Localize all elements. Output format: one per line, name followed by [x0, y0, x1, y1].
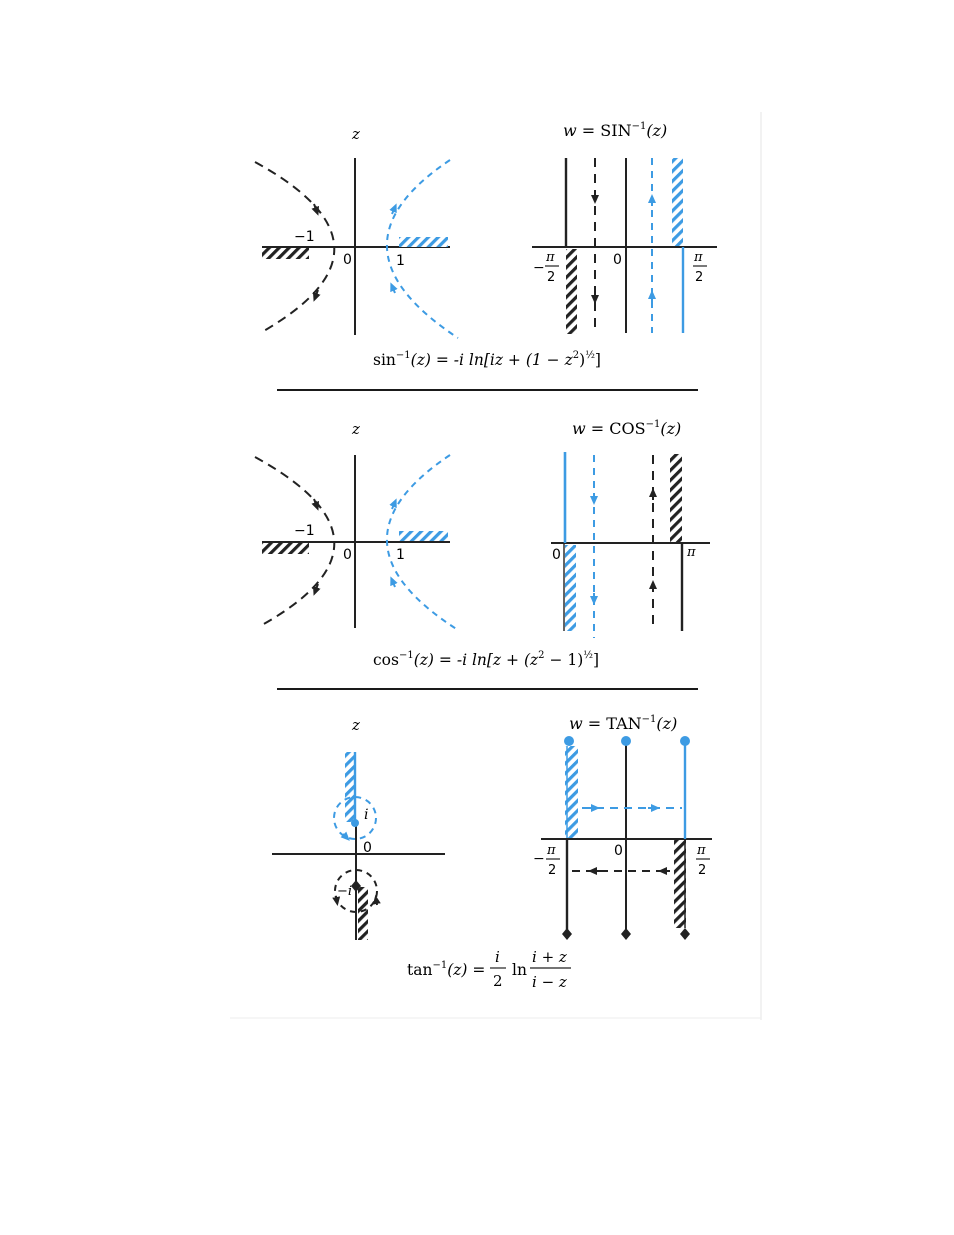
cos-z-contour-right-arrow-bottom — [392, 580, 395, 587]
cos-w-tick-zero: 0 — [552, 547, 561, 563]
cos-z-contour-right-arrow-top — [392, 502, 395, 509]
tan-formula — [407, 948, 571, 991]
cos-w-title: $w = COS^{-1}(z)$ — [572, 419, 682, 438]
tan-z-plane — [272, 716, 445, 940]
tan-formula-lhs: $\tan^{-1}(z)$ = — [407, 960, 486, 979]
tan-formula-ln: ln — [512, 961, 527, 979]
cos-z-label: z — [352, 420, 360, 438]
cos-formula: $\cos^{-1}(z) = -i$ $\ln[z + (z^2 - 1)^{\frac{1}{2}}]$ — [373, 650, 600, 669]
tan-z-branch-cut-upper — [345, 752, 355, 822]
tan-formula-num2: i + z — [532, 948, 567, 966]
sin-z-contour-right-arrow-top — [392, 207, 395, 214]
sin-w-right-boundary-hatch — [672, 158, 683, 246]
sin-z-plane — [255, 125, 458, 338]
sin-formula: $\sin^{-1}(z) = -i$ $\ln[iz + (1 - z^2)^{\frac{1}{2}}]$ — [373, 350, 601, 369]
tan-w-right-bottom-diamond — [680, 928, 690, 940]
tan-w-imag-top-dot — [621, 736, 631, 746]
tan-formula-den1: 2 — [493, 972, 503, 990]
sin-z-tick-neg-one: −1 — [294, 229, 315, 245]
tan-z-tick-i: i — [364, 807, 369, 823]
sin-z-tick-one: 1 — [396, 253, 405, 269]
tan-z-label: z — [352, 716, 360, 734]
cos-z-tick-neg-one: −1 — [294, 523, 315, 539]
cos-z-branch-cut-left — [262, 543, 309, 554]
tan-w-plane — [533, 714, 712, 940]
tan-formula-den2: i − z — [532, 973, 567, 991]
sin-z-contour-left-arrow-top — [314, 204, 317, 212]
sin-z-contour-right — [387, 160, 458, 338]
cos-w-left-boundary-hatch — [565, 545, 576, 631]
tan-w-tick-neg-sign: − — [533, 851, 545, 867]
tan-w-tick-zero: 0 — [614, 843, 623, 859]
sin-z-label: z — [352, 125, 360, 143]
tan-z-tick-neg-i: −i — [337, 884, 353, 899]
cos-panel — [255, 419, 710, 669]
tan-z-loop-lower-arrow-right — [376, 899, 377, 905]
sin-z-contour-right-arrow-bottom — [392, 286, 395, 293]
tan-w-right-lower-hatch — [674, 840, 686, 928]
cos-z-branch-cut-right — [399, 531, 448, 541]
cos-w-plane — [551, 419, 710, 638]
tan-panel — [272, 714, 712, 991]
sin-w-tick-neg-pi: π — [546, 250, 555, 265]
cos-w-right-boundary-hatch — [670, 454, 682, 542]
sin-w-tick-pos-pi: π — [694, 250, 703, 265]
tan-z-branch-cut-lower — [358, 887, 368, 940]
tan-w-left-bottom-diamond — [562, 928, 572, 940]
tan-w-title: $w = TAN^{-1}(z)$ — [569, 714, 678, 733]
tan-w-tick-pos-two: 2 — [698, 863, 707, 878]
tan-z-point-i — [351, 819, 359, 827]
sin-z-tick-zero: 0 — [343, 252, 352, 268]
sin-z-branch-cut-right — [399, 237, 448, 247]
sin-w-tick-neg-two: 2 — [547, 270, 556, 285]
tan-w-left-top-dot — [564, 736, 574, 746]
tan-formula-num1: i — [495, 948, 500, 966]
tan-z-loop-upper-arrow — [343, 834, 347, 838]
cos-z-tick-one: 1 — [396, 547, 405, 563]
sin-w-plane — [532, 121, 717, 334]
cos-z-plane — [255, 420, 458, 630]
tan-w-tick-neg-pi: π — [547, 843, 556, 858]
cos-z-tick-zero: 0 — [343, 547, 352, 563]
cos-w-tick-pi: π — [687, 545, 696, 560]
sin-z-branch-cut-left — [262, 248, 309, 259]
sin-w-tick-pos-two: 2 — [695, 270, 704, 285]
tan-w-tick-pos-pi: π — [697, 843, 706, 858]
sin-w-tick-neg-sign: − — [533, 260, 545, 276]
tan-z-tick-zero: 0 — [363, 840, 372, 856]
tan-w-tick-neg-two: 2 — [548, 863, 557, 878]
tan-w-imag-bottom-diamond — [621, 928, 631, 940]
cos-z-contour-left-arrow-top — [314, 499, 317, 507]
sin-w-title: $w = SIN^{-1}(z)$ — [563, 121, 668, 140]
sin-panel — [255, 121, 717, 369]
sin-w-left-boundary-hatch — [566, 249, 577, 334]
sin-w-tick-zero: 0 — [613, 252, 622, 268]
